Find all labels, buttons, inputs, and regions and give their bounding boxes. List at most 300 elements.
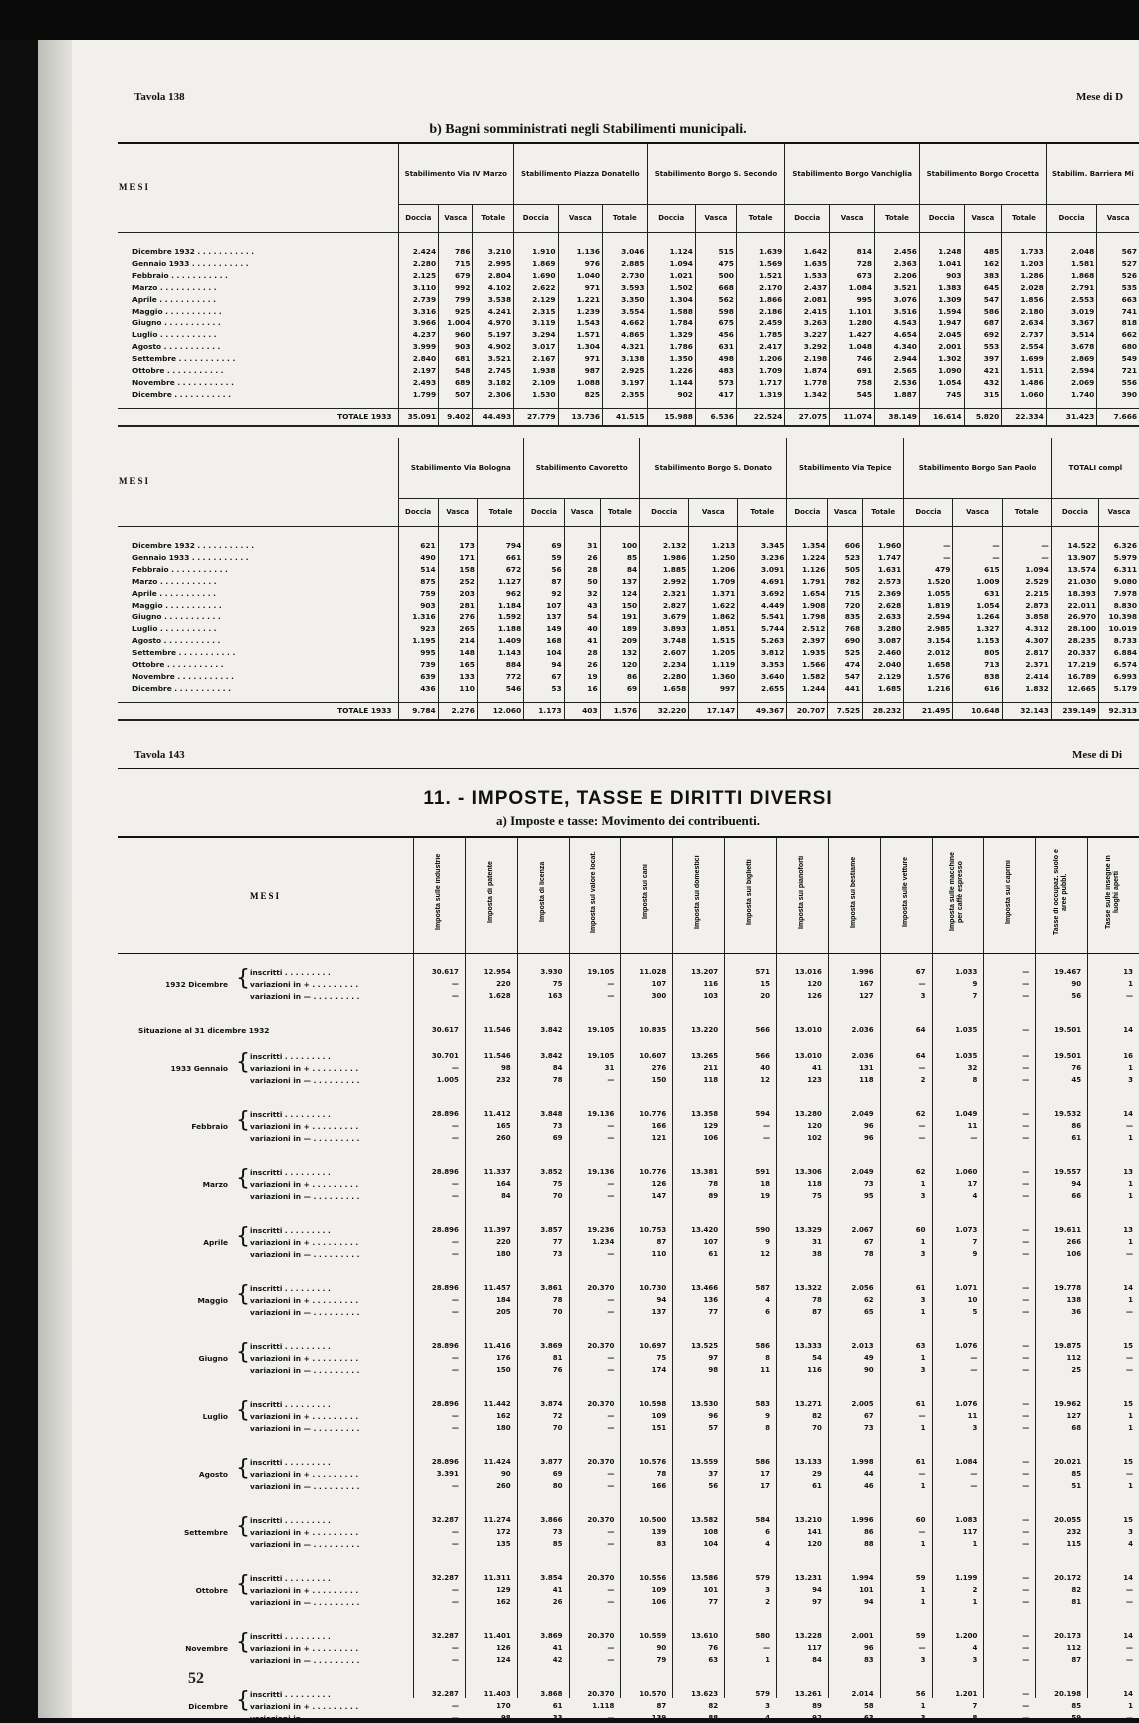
sub-header: Vasca <box>438 498 477 526</box>
table-cell: 131 <box>859 1064 874 1072</box>
row-label: variazioni in + <box>250 1064 310 1073</box>
table-cell: — <box>451 1412 459 1420</box>
table-cell: 1.502 <box>647 282 695 294</box>
table-row: Settembre . . . . . . . . . . . 995 148 1.143 104 28 132 2.607 1.205 3.812 1.935 525 2.460 2.012 805 2.817 20.337 6.884 <box>132 648 1137 658</box>
column-header: Tasse di occupaz. suolo e aree pubbl. <box>1053 849 1069 935</box>
total-cell: 27.075 <box>785 409 830 427</box>
row-label: variazioni in + <box>250 1180 310 1189</box>
table-cell: 2.001 <box>851 1632 874 1640</box>
table-cell: 507 <box>439 389 473 401</box>
row-label: inscritti <box>250 1342 283 1351</box>
table-cell: 78 <box>863 1250 874 1258</box>
table-cell: 209 <box>600 635 640 647</box>
table-cell: — <box>451 1366 459 1374</box>
brace: { <box>236 1514 250 1539</box>
table-cell: 167 <box>859 980 874 988</box>
table-cell: 88 <box>863 1540 874 1548</box>
month-label: Aprile <box>132 588 157 598</box>
table-cell: 116 <box>703 980 719 988</box>
table-cell: 1.582 <box>787 671 828 683</box>
table-cell: 75 <box>552 1180 563 1188</box>
table-cell: 96 <box>863 1644 874 1652</box>
table-cell: — <box>1125 1644 1133 1652</box>
table-cell: 21.030 <box>1051 576 1098 588</box>
table-cell: 2 <box>765 1598 770 1606</box>
table-cell: 2.536 <box>875 377 920 389</box>
table-cell: 19 <box>760 1192 770 1200</box>
table-cell: 3.521 <box>875 282 920 294</box>
table-cell: 13.016 <box>794 968 822 976</box>
table-cell: — <box>1022 1540 1030 1548</box>
table-cell: 13.220 <box>691 1026 719 1034</box>
table-cell: 1.309 <box>919 294 964 306</box>
table-cell: 2.056 <box>851 1284 874 1292</box>
table-cell: 2.206 <box>875 270 920 282</box>
table-cell: — <box>918 1528 926 1536</box>
sub-header: Totale <box>477 498 523 526</box>
table-cell: 1 <box>1128 1412 1133 1420</box>
table-cell: 545 <box>830 389 875 401</box>
table-cell: 1.986 <box>640 552 689 564</box>
table-cell: 1.747 <box>863 552 904 564</box>
table-cell: 15 <box>760 980 770 988</box>
taxes-table: MESI Imposta sulle industrie Imposta di patente Imposta di licenza Imposta sul valore locat. Imposta sui cani Imposta sui domestici Imposta sui biglietti Imposta sui pianoforti Imposta sui bestiame Imposta sulle vetture Imposta sulle macchine per caffè espresso Imposta sui caprini Tasse di occupaz. suolo e aree pubbl. Tasse sulle insegne in luoghi aperti 1932 Dicembre { inscritti . . . . . . . . . 30.617 12.954 3.930 19.105 11.028 13.207 571 13.016 1.996 67 1.033 — 19.467 13 variazioni in + . . . . . . . . . — 220 75 — 107 116 15 120 167 — 9 — 90 1 variazioni in — . . . . . . . . . — 1.628 163 — 300 103 20 126 127 3 7 — 56 — Situazione al 31 dicembre 1932 30.617 11.546 3.842 19.105 10.835 13.220 566 13.010 2.036 64 1.035 — 19.501 14 1933 Gennaio { inscritti . . . . . . . . . 30.701 11.546 3.842 19.105 10.607 13.265 566 13.010 2.036 64 1.035 — 19.501 16 variazioni in + . . . . . . . . . — 98 84 31 276 211 40 41 131 — 32 — 76 1 variazioni in — . . . . . . . . . 1.005 232 78 — 150 118 12 123 118 2 8 — 45 3 Febbraio { inscritti . . . . . . . . . 28.896 11.412 3.848 19.136 10.776 13.358 594 13.280 2.049 62 1.049 — 19.532 14 variazioni in + . . . . . . . . . — 165 73 — 166 129 — 120 96 — 11 — 86 — variazioni in — . . . . . . . . . — 260 69 — 121 106 — 102 96 — — — 61 1 Marzo { inscritti . . . . . . . . . 28.896 11.337 3.852 19.136 10.776 13.381 591 13.306 2.049 62 1.060 — 19.557 13 variazioni in + . . . . . . . . . — 164 75 — 126 78 18 118 73 1 17 — 94 1 variazioni in — . . . . . . . . . — 84 70 — 147 89 19 75 95 3 4 — 66 1 Aprile { inscritti . . . . . . . . . 28.896 11.397 3.857 19.236 10.753 13.420 590 13.329 2.067 60 1.073 — 19.611 13 variazioni in + . . . . . . . . . — 220 77 1.234 87 107 9 31 67 1 7 — 266 1 variazioni in — . . . . . . . . . — 180 73 — 110 61 12 38 78 3 9 — 106 — Maggio { inscritti . . . . . . . . . 28.896 11.457 3.861 20.370 10.730 13.466 587 13.322 2.056 61 1.071 — 19.778 14 variazioni in + . . . . . . . . . — 184 78 — 94 136 4 78 62 3 10 — 138 1 variazioni in — . . . . . . . . . — 205 70 — 137 77 6 87 65 1 5 — 36 — Giugno { inscritti . . . . . . . . . 28.896 11.416 3.869 20.370 10.697 13.525 586 13.333 2.013 63 1.076 — 19.875 15 variazioni in + . . . . . . . . . — 176 81 — 75 97 8 54 49 1 — — 112 — variazioni in — . . . . . . . . . — 150 76 — 174 98 11 116 90 3 — — 25 — Luglio { inscritti . . . . . . . . . 28.896 11.442 3.874 20.370 10.598 13.530 583 13.271 2.005 61 1.076 — 19.962 15 variazioni in + . . . . . . . . . — 162 72 — 109 96 9 82 67 — 11 — 127 1 variazioni in — . . . . . . . . . — 180 70 — 151 57 8 70 73 1 3 — 68 1 Agosto { inscritti . . . . . . . . . 28.896 11.424 3.877 20.370 10.576 13.559 586 13.133 1.998 61 1.084 — 20.021 15 variazioni in + . . . . . . . . . 3.391 90 69 — 78 37 17 29 44 — — — 85 — variazioni in — . . . . . . . . . — 260 80 — 166 56 17 61 46 1 — — 51 1 Settembre { inscritti . . . . . . . . . 32.287 11.274 3.866 20.370 10.500 13.582 584 13.210 1.996 60 1.083 — 20.055 15 variazioni in + . . . . . . . . . — 172 73 — 139 108 6 141 86 — 117 — 232 3 variazioni in — . . . . . . . . . — 135 85 — 83 104 4 120 88 1 1 — 115 4 Ottobre { inscritti . . . . . . . . . 32.287 11.311 3.854 20.370 10.556 13.586 579 13.231 1.994 59 1.199 — 20.172 14 variazioni in + . . . . . . . . . — 129 41 — 109 101 3 94 101 1 2 — 82 — variazioni in — . . . . . . . . . — 162 26 — 106 77 2 97 94 1 1 — 81 — Novembre { inscritti . . . . . . . . . 32.287 11.401 3.869 20.370 10.559 13.610 580 13.228 2.001 59 1.200 — 20.173 14 variazioni in + . . . . . . . . . — 126 41 — 90 76 — 117 96 — 4 — 112 — variazioni in — . . . . . . . . . — 124 42 — 79 63 1 84 83 3 3 — 87 — Dicembre { inscritti . . . . . . . . . 32.287 11.403 3.868 20.370 10.570 13.623 579 13.261 2.014 56 1.201 — 20.198 14 variazioni in + . . . . . . . . . — 170 61 1.118 87 82 3 89 58 1 7 — 85 1 variazioni in — . . . . . . . . . — 98 33 — 139 88 4 92 63 3 8 — 59 — <box>118 838 1139 1698</box>
column-header: Imposta sulle industrie <box>434 853 442 931</box>
table-cell: 9 <box>765 1412 770 1420</box>
table-cell: 17 <box>967 1180 978 1188</box>
table-cell: 758 <box>830 377 875 389</box>
table-cell: 1.073 <box>955 1226 978 1234</box>
column-header: Imposta sui caprini <box>1005 860 1013 924</box>
table-cell: 960 <box>439 329 473 341</box>
table-cell: — <box>1022 1296 1030 1304</box>
table-cell: 70 <box>552 1308 563 1316</box>
table-cell: 4.662 <box>603 317 648 329</box>
table-cell: 87 <box>656 1238 667 1246</box>
table-cell: 2.049 <box>851 1110 874 1118</box>
group-header: Stabilimento Cavoretto <box>524 438 640 498</box>
table-cell: 8 <box>765 1424 770 1432</box>
table-row: Gennaio 1933 . . . . . . . . . . . 490 171 661 59 26 85 1.986 1.250 3.236 1.224 523 1.747 — — — 13.907 5.979 <box>132 552 1137 562</box>
table-cell: 573 <box>695 377 736 389</box>
table-cell: 1.383 <box>919 282 964 294</box>
table-cell: 547 <box>828 671 863 683</box>
table-cell: 176 <box>496 1354 511 1362</box>
row-label: inscritti <box>250 1052 283 1061</box>
table-cell: 107 <box>651 980 667 988</box>
sub-header: Doccia <box>640 498 689 526</box>
month-label: Gennaio 1933 <box>132 552 190 562</box>
table-cell: 805 <box>953 647 1002 659</box>
table-row: Agosto . . . . . . . . . . . 3.999 903 4.902 3.017 1.304 4.321 1.786 631 2.417 3.292 1.048 4.340 2.001 553 2.554 3.678 680 <box>132 342 1137 352</box>
table-cell: 1.329 <box>647 329 695 341</box>
table-cell: 171 <box>438 552 477 564</box>
table-cell: 2.048 <box>1046 246 1097 258</box>
table-cell: 77 <box>708 1308 719 1316</box>
sub-header: Totale <box>863 498 904 526</box>
table-cell: 3.861 <box>540 1284 563 1292</box>
table-row: Dicembre . . . . . . . . . . . 1.799 507 2.306 1.530 825 2.355 902 417 1.319 1.342 545 1.887 745 315 1.060 1.740 390 <box>132 389 1137 399</box>
table-cell: 162 <box>496 1598 511 1606</box>
table-cell: 490 <box>398 552 438 564</box>
table-cell: 84 <box>500 1192 511 1200</box>
month-label: Settembre <box>132 354 177 364</box>
table-cell: — <box>607 1714 615 1722</box>
table-cell: 3.391 <box>436 1470 459 1478</box>
column-header: Imposta di patente <box>486 861 494 923</box>
month-label: Aprile <box>132 294 157 304</box>
table-cell: 818 <box>1097 317 1139 329</box>
table-cell: — <box>607 1598 615 1606</box>
table-cell: 1.576 <box>904 671 953 683</box>
table-cell: 1.658 <box>904 659 953 671</box>
table-row: Settembre . . . . . . . . . . . 2.840 681 3.521 2.167 971 3.138 1.350 498 1.206 2.198 746 2.944 1.302 397 1.699 2.869 549 <box>132 354 1137 364</box>
table-cell: 2.995 <box>473 258 514 270</box>
table-cell: 2.628 <box>863 600 904 612</box>
table-cell: 987 <box>558 365 602 377</box>
table-cell: 535 <box>1097 282 1139 294</box>
table-cell: 1.054 <box>919 377 964 389</box>
table-cell: 1.371 <box>689 588 738 600</box>
table-cell: 61 <box>915 1400 926 1408</box>
table-cell: 1.868 <box>1046 270 1097 282</box>
scanned-page <box>38 40 1139 1723</box>
table-cell: 98 <box>500 1714 511 1722</box>
table-cell: — <box>607 1354 615 1362</box>
brace: { <box>236 1050 250 1075</box>
column-header: Imposta sui bestiame <box>849 856 857 928</box>
table-cell: 7 <box>972 992 978 1000</box>
table-cell: 19.105 <box>587 1026 615 1034</box>
table-cell: 1 <box>1128 980 1133 988</box>
table-cell: 138 <box>1066 1296 1082 1304</box>
table-cell: 10.576 <box>639 1458 667 1466</box>
table-cell: 2.512 <box>787 623 828 635</box>
table-cell: 85 <box>1071 1702 1082 1710</box>
table-cell: 3 <box>920 1192 926 1200</box>
month-label: Giugno <box>132 318 162 328</box>
table-cell: 1.033 <box>955 968 978 976</box>
block-month: Marzo <box>202 1180 228 1189</box>
table-cell: 962 <box>477 588 523 600</box>
table-cell: 1 <box>1128 1134 1133 1142</box>
month-label: Ottobre <box>132 366 165 376</box>
table-cell: 13.329 <box>794 1226 822 1234</box>
table-cell: 98 <box>708 1366 719 1374</box>
table-cell: 2.565 <box>875 365 920 377</box>
table-cell: 579 <box>755 1574 770 1582</box>
table-cell: 1.144 <box>647 377 695 389</box>
table-cell: 2.791 <box>1046 282 1097 294</box>
table-cell: 147 <box>651 1192 667 1200</box>
table-cell: 11.416 <box>483 1342 511 1350</box>
table-cell: 4.543 <box>875 317 920 329</box>
table-cell: 61 <box>915 1458 926 1466</box>
month-label: Giugno <box>132 612 162 622</box>
table-cell: — <box>607 1308 615 1316</box>
table-cell: 86 <box>863 1528 874 1536</box>
table-cell: 1.885 <box>640 564 689 576</box>
table-cell: 4.312 <box>1002 623 1051 635</box>
table-cell: 1 <box>920 1424 926 1432</box>
table-cell: 45 <box>1071 1076 1082 1084</box>
table-cell: — <box>607 1180 615 1188</box>
table-cell: 87 <box>1071 1656 1082 1664</box>
table-cell: 3.538 <box>473 294 514 306</box>
table-cell: 6 <box>765 1308 770 1316</box>
table-cell: 475 <box>695 258 736 270</box>
total-cell: 239.149 <box>1051 703 1098 721</box>
table-cell: 3.210 <box>473 246 514 258</box>
table-cell: 2.081 <box>785 294 830 306</box>
table-cell: 66 <box>1071 1192 1082 1200</box>
table-cell: 10.753 <box>639 1226 667 1234</box>
sub-header: Vasca <box>1097 204 1139 232</box>
table-cell: 84 <box>552 1064 563 1072</box>
table-cell: 2.730 <box>603 270 648 282</box>
table-cell: 42 <box>552 1656 563 1664</box>
table-cell: 58 <box>863 1702 874 1710</box>
table-cell: 1.786 <box>647 341 695 353</box>
rule <box>118 953 1139 954</box>
brace: { <box>236 1108 250 1133</box>
table-cell: 1.060 <box>1002 389 1047 401</box>
table-cell: 13.907 <box>1051 552 1098 564</box>
table-cell: 13.010 <box>794 1026 822 1034</box>
group-header: Stabilimento Via Tepice <box>787 438 904 498</box>
table-cell: — <box>1125 1354 1133 1362</box>
total-cell: 35.091 <box>398 409 439 427</box>
block-month: Novembre <box>185 1644 228 1653</box>
table-cell: — <box>918 1644 926 1652</box>
table-cell: 1.798 <box>787 611 828 623</box>
table-cell: 5 <box>972 1308 978 1316</box>
table-cell: 94 <box>1071 1180 1082 1188</box>
table-cell: 12.665 <box>1051 683 1098 695</box>
table-cell: 150 <box>651 1076 667 1084</box>
table-cell: 13.358 <box>691 1110 719 1118</box>
row-label: variazioni in — <box>250 1598 312 1607</box>
brace: { <box>236 1572 250 1597</box>
table-cell: 63 <box>708 1656 719 1664</box>
table-cell: 549 <box>1097 353 1139 365</box>
table-cell: 3 <box>920 1656 926 1664</box>
table-row: Febbraio . . . . . . . . . . . 2.125 679 2.804 1.690 1.040 2.730 1.021 500 1.521 1.533 673 2.206 903 383 1.286 1.868 526 <box>132 270 1137 280</box>
month-label: Novembre <box>132 671 175 681</box>
table-cell: 32 <box>564 588 600 600</box>
table-cell: 485 <box>964 246 1002 258</box>
table-cell: 149 <box>524 623 564 635</box>
table-cell: 10.500 <box>639 1516 667 1524</box>
table-cell: 75 <box>812 1192 822 1200</box>
table-cell: 80 <box>552 1482 563 1490</box>
table-cell: 70 <box>552 1424 563 1432</box>
row-label: inscritti <box>250 1516 283 1525</box>
table-cell: 115 <box>1066 1540 1082 1548</box>
table-cell: 57 <box>708 1424 719 1432</box>
table-cell: 1.009 <box>953 576 1002 588</box>
table-cell: 1.799 <box>398 389 439 401</box>
table-cell: 60 <box>915 1226 926 1234</box>
table-cell: 432 <box>964 377 1002 389</box>
table-cell: 16 <box>1123 1052 1133 1060</box>
group-header: Stabilimento Borgo Crocetta <box>919 144 1046 204</box>
table-cell: — <box>918 1064 926 1072</box>
table-cell: 661 <box>477 552 523 564</box>
table-cell: 14 <box>1123 1632 1133 1640</box>
table-cell: 20.370 <box>587 1690 615 1698</box>
table-cell: — <box>1022 1690 1030 1698</box>
table-cell: 1.264 <box>953 611 1002 623</box>
table-cell: 1.566 <box>787 659 828 671</box>
table-cell: 14 <box>1123 1284 1133 1292</box>
table-cell: — <box>607 1412 615 1420</box>
table-cell: 10.570 <box>639 1690 667 1698</box>
table-cell: — <box>1022 1250 1030 1258</box>
table-cell: 172 <box>496 1528 511 1536</box>
table-cell: 31 <box>604 1064 615 1072</box>
month-label-mid: Mese di Di <box>1072 749 1123 761</box>
table-cell: 1.938 <box>514 365 558 377</box>
sub-header: Vasca <box>1099 498 1139 526</box>
table-cell: 11.424 <box>483 1458 511 1466</box>
row-label: variazioni in — <box>250 1076 312 1085</box>
table-cell: 1.035 <box>955 1026 978 1034</box>
table-cell: 85 <box>552 1540 563 1548</box>
sub-header: Totale <box>603 204 648 232</box>
table-cell: 73 <box>552 1122 563 1130</box>
table-cell: 11.401 <box>483 1632 511 1640</box>
table-cell: 1.658 <box>640 683 689 695</box>
table-cell: 3.046 <box>603 246 648 258</box>
table-cell: 3.999 <box>398 341 439 353</box>
table-cell: 1.054 <box>953 600 1002 612</box>
table-cell: 3 <box>920 1296 926 1304</box>
table-cell: 692 <box>964 329 1002 341</box>
row-label: variazioni in — <box>250 1714 312 1723</box>
table-cell: 126 <box>651 1180 667 1188</box>
row-label: variazioni in — <box>250 1656 312 1665</box>
table-cell: 13.623 <box>691 1690 719 1698</box>
table-cell: 19.557 <box>1054 1168 1082 1176</box>
table-cell: 13 <box>1123 1226 1133 1234</box>
table-cell: 64 <box>915 1026 926 1034</box>
table-cell: 745 <box>919 389 964 401</box>
row-label: inscritti <box>250 1690 283 1699</box>
table-cell: 995 <box>398 647 438 659</box>
table-cell: 20.370 <box>587 1400 615 1408</box>
table-cell: 1.143 <box>477 647 523 659</box>
block-month: Giugno <box>198 1354 228 1363</box>
table-row: Aprile . . . . . . . . . . . 2.739 799 3.538 2.129 1.221 3.350 1.304 562 1.866 2.081 995 3.076 1.309 547 1.856 2.553 663 <box>132 294 1137 304</box>
table-cell: 526 <box>1097 270 1139 282</box>
table-cell: — <box>1022 1528 1030 1536</box>
table-cell: — <box>1125 1598 1133 1606</box>
group-header: Stabilimento Via IV Marzo <box>398 144 514 204</box>
total-cell: 22.524 <box>736 409 784 427</box>
table-cell: 1.639 <box>736 246 784 258</box>
table-cell: 566 <box>755 1026 770 1034</box>
table-cell: 97 <box>708 1354 719 1362</box>
table-cell: 25 <box>1071 1366 1082 1374</box>
table-cell: 587 <box>755 1284 770 1292</box>
table-cell: 586 <box>964 306 1002 318</box>
table-cell: 265 <box>438 623 477 635</box>
table-cell: 120 <box>600 659 640 671</box>
table-cell: 1.709 <box>689 576 738 588</box>
table-cell: — <box>918 1134 926 1142</box>
group-header: Stabilimento Borgo S. Donato <box>640 438 787 498</box>
table-cell: 81 <box>552 1354 563 1362</box>
row-label: inscritti <box>250 1168 283 1177</box>
table-cell: 260 <box>496 1482 511 1490</box>
table-cell: 88 <box>708 1714 719 1722</box>
table-cell: 1.055 <box>904 588 953 600</box>
table-cell: 11.311 <box>483 1574 511 1582</box>
table-cell: 64 <box>915 1052 926 1060</box>
table-cell: 19.501 <box>1054 1026 1082 1034</box>
total-cell: 22.334 <box>1002 409 1047 427</box>
block-month: Febbraio <box>191 1122 228 1131</box>
column-header: Imposta sui pianoforti <box>797 855 805 929</box>
table-cell: 1.319 <box>736 389 784 401</box>
table-cell: — <box>607 1296 615 1304</box>
table-cell: 13.333 <box>794 1342 822 1350</box>
table-cell: 976 <box>558 258 602 270</box>
table-cell: 1.628 <box>488 992 511 1000</box>
table-cell: — <box>1125 992 1133 1000</box>
table-cell: 1.203 <box>1002 258 1047 270</box>
sub-header: Vasca <box>830 204 875 232</box>
table-cell: — <box>953 552 1002 564</box>
table-cell: 13.559 <box>691 1458 719 1466</box>
total-cell: 5.820 <box>964 409 1002 427</box>
table-cell: 26 <box>564 659 600 671</box>
row-label: variazioni in — <box>250 1540 312 1549</box>
table-cell: 2 <box>972 1586 978 1594</box>
table-cell: 1.304 <box>558 341 602 353</box>
sub-header: Doccia <box>514 204 558 232</box>
table-cell: 902 <box>647 389 695 401</box>
table-cell: 117 <box>807 1644 822 1652</box>
table-cell: 129 <box>703 1122 719 1130</box>
table-cell: 663 <box>1097 294 1139 306</box>
table-cell: 1.071 <box>955 1284 978 1292</box>
sub-header: Totale <box>1002 204 1047 232</box>
table-cell: — <box>451 992 459 1000</box>
table-cell: 390 <box>1097 389 1139 401</box>
table-cell: 456 <box>695 329 736 341</box>
table-cell: 1 <box>1128 1482 1133 1490</box>
row-label: inscritti <box>250 1284 283 1293</box>
table-cell: 13 <box>1123 1168 1133 1176</box>
table-cell: 13.420 <box>691 1226 719 1234</box>
table-cell: 3.812 <box>738 647 787 659</box>
table-cell: — <box>1022 1424 1030 1432</box>
table-cell: 76 <box>1071 1064 1082 1072</box>
total-cell: 12.060 <box>477 703 523 721</box>
table-cell: 2.369 <box>863 588 904 600</box>
brace: { <box>236 1398 250 1423</box>
table-cell: 903 <box>439 341 473 353</box>
table-cell: 13.466 <box>691 1284 719 1292</box>
row-label: variazioni in + <box>250 1586 310 1595</box>
table-cell: 85 <box>1071 1470 1082 1478</box>
top-dark-band <box>0 0 1139 40</box>
table-cell: 584 <box>755 1516 770 1524</box>
table-cell: 141 <box>807 1528 822 1536</box>
table-cell: 158 <box>438 564 477 576</box>
